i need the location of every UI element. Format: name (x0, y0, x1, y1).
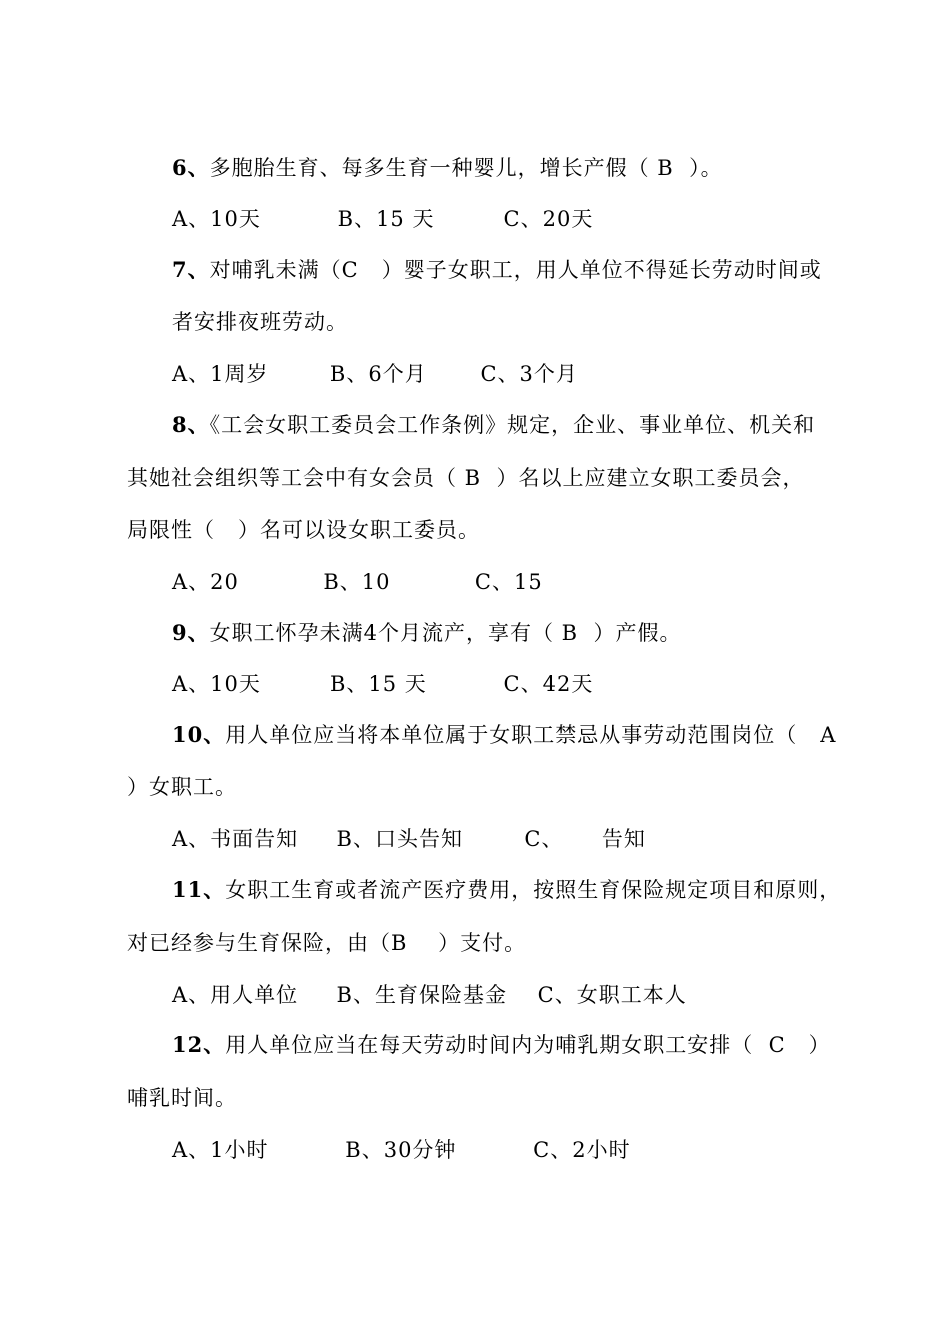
q12-stem-1 (172, 1032, 831, 1058)
q10-number: 10、 (172, 722, 226, 747)
q11-options: A、用人单位 B、生育保险基金 C、女职工本人 (172, 983, 687, 1007)
q10-text: 用人单位应当将本单位属于女职工禁忌从事劳动范围岗位（ A (225, 723, 837, 747)
q10-options: A、书面告知 B、口头告知 C、 告知 (172, 827, 646, 851)
q6-stem-1 (172, 155, 723, 181)
q8-stem-2: 其她社会组织等工会中有女会员（ B ）名以上应建立女职工委员会， (127, 466, 805, 490)
q6-options: A、10天 B、15 天 C、20天 (172, 207, 594, 231)
q9-text: 女职工怀孕未满4个月流产，享有（ B ）产假。 (209, 621, 682, 645)
q7-text: 对哺乳未满（C ）婴子女职工，用人单位不得延长劳动时间或 (209, 258, 822, 282)
q8-stem-3: 局限性（ ）名可以设女职工委员。 (127, 518, 481, 542)
q12-stem-2: 哺乳时间。 (127, 1086, 237, 1110)
q7-stem-2: 者安排夜班劳动。 (172, 310, 348, 334)
q6-text: 多胞胎生育、每多生育一种婴儿，增长产假（ B ）。 (209, 156, 723, 180)
q8-number: 8、 (172, 412, 210, 437)
q10-stem-1 (172, 722, 836, 748)
q7-stem-1 (172, 257, 822, 283)
q8-text: 《工会女职工委员会工作条例》规定，企业、事业单位、机关和 (209, 413, 816, 437)
q9-number: 9、 (172, 620, 210, 645)
q12-options: A、1小时 B、30分钟 C、2小时 (172, 1138, 631, 1162)
q9-stem-1 (172, 620, 681, 646)
q9-options: A、10天 B、15 天 C、42天 (172, 672, 594, 696)
q12-number: 12、 (172, 1032, 226, 1057)
q11-stem-2: 对已经参与生育保险，由（B ）支付。 (127, 931, 527, 955)
q7-number: 7、 (172, 257, 210, 282)
q6-number: 6、 (172, 155, 210, 180)
q12-text: 用人单位应当在每天劳动时间内为哺乳期女职工安排（ C ） (225, 1033, 831, 1057)
q11-stem-1 (172, 877, 841, 903)
q8-stem-1 (172, 412, 815, 438)
q11-number: 11、 (172, 877, 226, 902)
q8-options: A、20 B、10 C、15 (172, 570, 543, 594)
q10-stem-2: ）女职工。 (127, 775, 237, 799)
q11-text: 女职工生育或者流产医疗费用，按照生育保险规定项目和原则， (225, 878, 842, 902)
q7-options: A、1周岁 B、6个月 C、3个月 (172, 362, 578, 386)
